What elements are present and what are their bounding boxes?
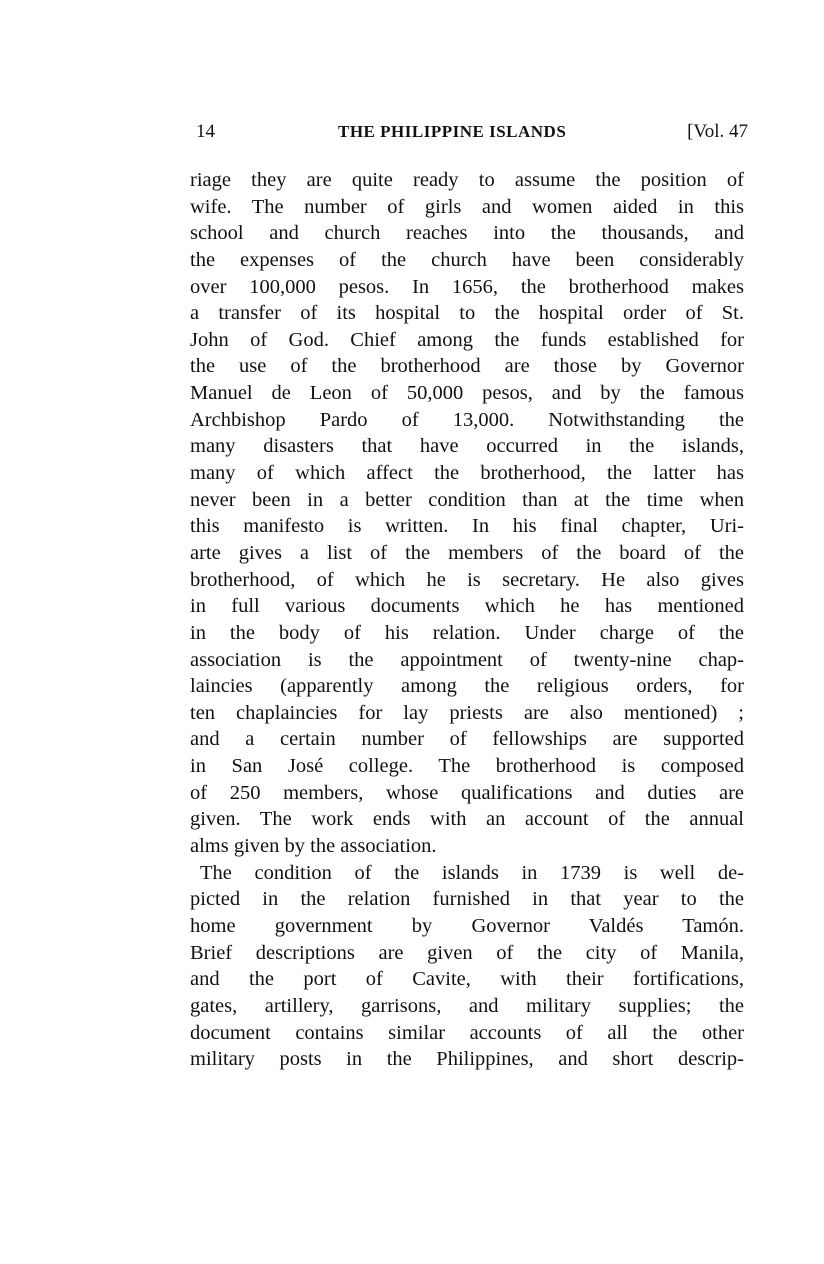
text-line: laincies (apparently among the religious orders, for xyxy=(190,675,744,698)
text-line: and the port of Cavite, with their fortifications, xyxy=(190,968,744,991)
text-line: and a certain number of fellowships are supported xyxy=(190,728,744,751)
text-line: the use of the brotherhood are those by Governor xyxy=(190,355,744,378)
text-line: arte gives a list of the members of the board of the xyxy=(190,541,744,564)
text-line: never been in a better condition than at the time when xyxy=(190,488,744,511)
text-line: of 250 members, whose qualifications and duties are xyxy=(190,781,744,804)
page-number: 14 xyxy=(196,121,215,142)
text-line: in San José college. The brotherhood is composed xyxy=(190,755,744,778)
text-line: over 100,000 pesos. In 1656, the brotherhood makes xyxy=(190,275,744,298)
text-line: this manifesto is written. In his final chapter, Uri- xyxy=(190,515,744,538)
text-line: many disasters that have occurred in the islands, xyxy=(190,435,744,458)
text-line: alms given by the association. xyxy=(190,835,437,858)
text-line: gates, artillery, garrisons, and military supplies; the xyxy=(190,994,744,1017)
paragraph xyxy=(190,167,744,860)
text-line: given. The work ends with an account of the annual xyxy=(190,808,744,831)
text-line: ten chaplaincies for lay priests are also mentioned) ; xyxy=(190,701,744,724)
book-title: THE PHILIPPINE ISLANDS xyxy=(338,122,567,141)
text-line: military posts in the Philippines, and short descrip- xyxy=(190,1048,744,1071)
text-line: document contains similar accounts of all the other xyxy=(190,1021,744,1044)
text-line: Manuel de Leon of 50,000 pesos, and by the famous xyxy=(190,382,744,405)
text-line: in full various documents which he has mentioned xyxy=(190,595,744,618)
text-line: wife. The number of girls and women aided in this xyxy=(190,195,744,218)
text-line: the expenses of the church have been considerably xyxy=(190,248,744,271)
text-line: Archbishop Pardo of 13,000. Notwithstanding the xyxy=(190,408,744,431)
text-line: a transfer of its hospital to the hospital order of St. xyxy=(190,302,744,325)
running-head xyxy=(196,118,748,146)
body-text xyxy=(190,167,744,1073)
text-line: riage they are quite ready to assume the position of xyxy=(190,169,744,191)
text-line: in the body of his relation. Under charge of the xyxy=(190,621,744,644)
text-line: The condition of the islands in 1739 is well de- xyxy=(200,861,744,884)
text-line: brotherhood, of which he is secretary. He also gives xyxy=(190,568,744,591)
text-line: John of God. Chief among the funds established for xyxy=(190,328,744,351)
text-line: school and church reaches into the thousands, and xyxy=(190,222,744,245)
volume-label: [Vol. 47 xyxy=(687,121,748,142)
paragraph xyxy=(190,860,744,1073)
text-line: many of which affect the brotherhood, the latter has xyxy=(190,462,744,485)
text-line: home government by Governor Valdés Tamón. xyxy=(190,914,744,937)
text-line: Brief descriptions are given of the city of Manila, xyxy=(190,941,744,964)
text-line: picted in the relation furnished in that year to the xyxy=(190,888,744,911)
text-line: association is the appointment of twenty-nine chap- xyxy=(190,648,744,671)
